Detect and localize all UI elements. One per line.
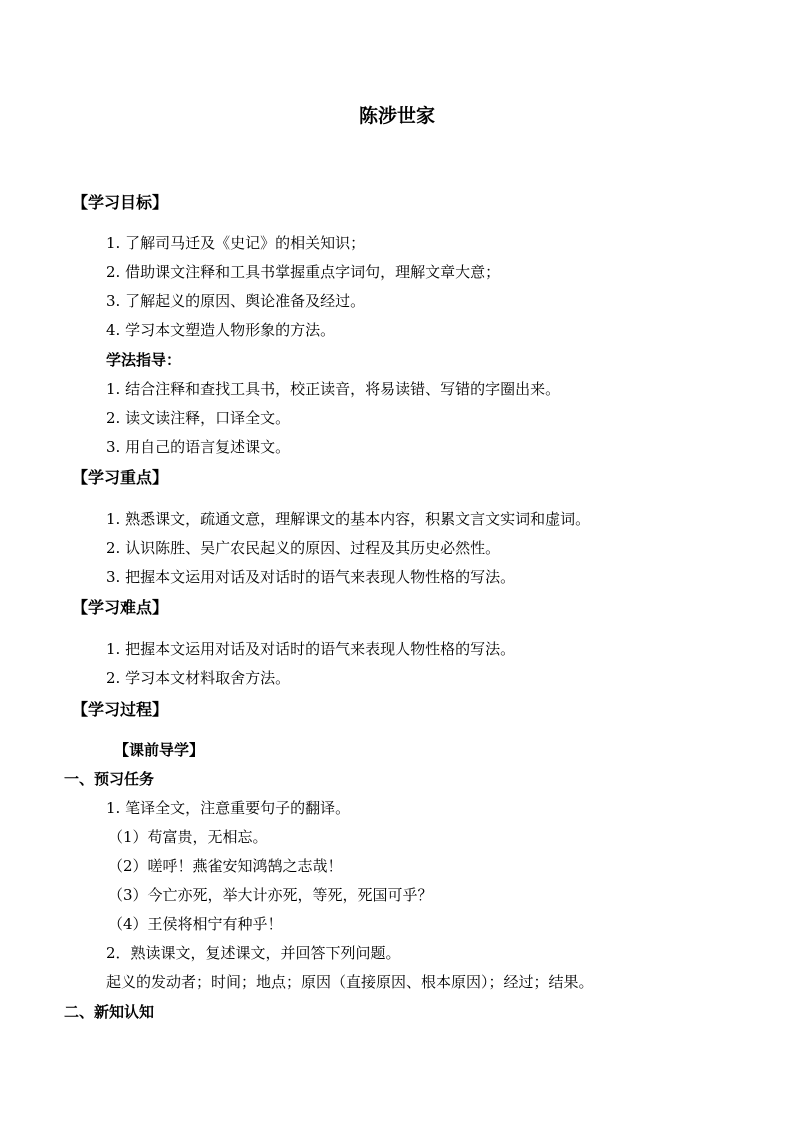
goal-item: 4. 学习本文塑造人物形象的方法。	[106, 321, 336, 339]
task-item: 2．熟读课文，复述课文，并回答下列问题。	[106, 944, 401, 962]
key-item: 3. 把握本文运用对话及对话时的语气来表现人物性格的写法。	[106, 568, 516, 586]
key-item: 2. 认识陈胜、吴广农民起义的原因、过程及其历史必然性。	[106, 539, 501, 557]
part1-heading: 一、预习任务	[64, 770, 155, 788]
goal-item: 1. 了解司马迁及《史记》的相关知识；	[106, 234, 366, 252]
goal-item: 3. 了解起义的原因、舆论准备及经过。	[106, 292, 366, 310]
pre-guide-heading: 【课前导学】	[114, 741, 205, 759]
goal-item: 2. 借助课文注释和工具书掌握重点字词句，理解文章大意；	[106, 263, 501, 281]
sentence-item: （3）今亡亦死，举大计亦死，等死，死国可乎？	[108, 886, 433, 904]
section-heading-difficult: 【学习难点】	[72, 598, 169, 617]
sentence-item: （2）嗟呼！燕雀安知鸿鹄之志哉！	[108, 857, 343, 875]
task-item: 1. 笔译全文，注意重要句子的翻译。	[106, 799, 351, 817]
method-item: 3. 用自己的语言复述课文。	[106, 438, 291, 456]
document-title: 陈涉世家	[358, 105, 435, 127]
task-detail: 起义的发动者；时间；地点；原因（直接原因、根本原因）；经过；结果。	[106, 973, 594, 991]
section-heading-process: 【学习过程】	[72, 700, 169, 719]
section-heading-key: 【学习重点】	[72, 468, 169, 487]
method-item: 1. 结合注释和查找工具书，校正读音，将易读错、写错的字圈出来。	[106, 380, 561, 398]
method-item: 2. 读文读注释，口译全文。	[106, 409, 291, 427]
key-item: 1. 熟悉课文，疏通文意，理解课文的基本内容，积累文言文实词和虚词。	[106, 510, 591, 528]
section-heading-goals: 【学习目标】	[72, 193, 169, 212]
sentence-item: （1）苟富贵，无相忘。	[108, 828, 268, 846]
sentence-item: （4）王侯将相宁有种乎！	[108, 915, 283, 933]
difficult-item: 2. 学习本文材料取舍方法。	[106, 669, 291, 687]
part2-heading: 二、新知认知	[64, 1003, 155, 1021]
difficult-item: 1. 把握本文运用对话及对话时的语气来表现人物性格的写法。	[106, 640, 516, 658]
method-heading: 学法指导：	[106, 351, 182, 369]
